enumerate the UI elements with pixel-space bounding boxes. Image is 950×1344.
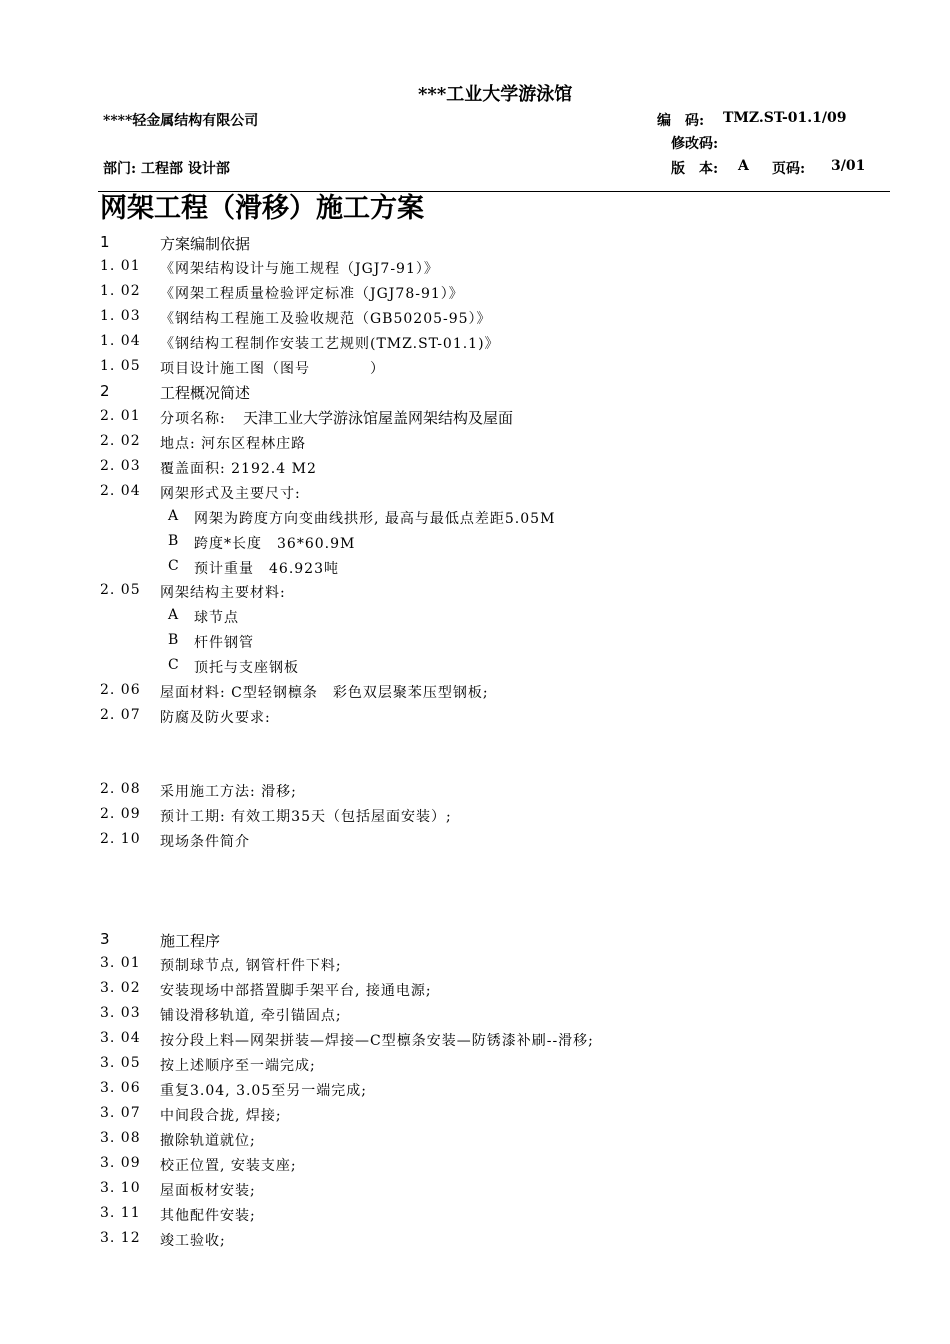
item-number: 3. 06 — [100, 1080, 141, 1096]
code-label: 编 码: — [657, 113, 705, 129]
item-number: 2. 05 — [100, 582, 141, 598]
item-number: 3. 10 — [100, 1180, 141, 1196]
item-text: 中间段合拢, 焊接; — [160, 1108, 282, 1124]
item-text: 按上述顺序至一端完成; — [160, 1058, 316, 1074]
version-label: 版 本: — [671, 161, 719, 177]
section-number: 1 — [100, 233, 110, 251]
section-title: 施工程序 — [160, 932, 221, 950]
item-number: 3. 01 — [100, 955, 141, 971]
section-title: 工程概况简述 — [160, 384, 251, 402]
revision-label: 修改码: — [671, 136, 719, 152]
sub-text: 顶托与支座钢板 — [194, 660, 299, 676]
item-number: 3. 08 — [100, 1130, 141, 1146]
item-number: 1. 01 — [100, 258, 141, 274]
section-number: 2 — [100, 382, 110, 400]
sub-text: 杆件钢管 — [194, 635, 254, 651]
item-number: 2. 01 — [100, 408, 141, 424]
page-label: 页码: — [772, 161, 806, 177]
item-text: 安装现场中部搭置脚手架平台, 接通电源; — [160, 983, 432, 999]
item-text: 地点: 河东区程林庄路 — [160, 436, 307, 452]
item-number: 2. 08 — [100, 781, 141, 797]
item-number: 1. 05 — [100, 358, 141, 374]
item-text: 现场条件简介 — [160, 834, 250, 850]
sub-letter: C — [168, 558, 180, 574]
item-number: 3. 09 — [100, 1155, 141, 1171]
sub-letter: A — [168, 508, 180, 524]
project-name: 天津工业大学游泳馆屋盖网架结构及屋面 — [243, 409, 514, 427]
section-title: 方案编制依据 — [160, 235, 251, 253]
item-text: 其他配件安装; — [160, 1208, 256, 1224]
item-text: 撤除轨道就位; — [160, 1133, 256, 1149]
sub-text: 球节点 — [194, 610, 239, 626]
item-text: 屋面板材安装; — [160, 1183, 256, 1199]
item-text: 采用施工方法: 滑移; — [160, 784, 297, 800]
sub-letter: A — [168, 607, 180, 623]
item-number: 2. 03 — [100, 458, 141, 474]
item-text: 覆盖面积: 2192.4 M2 — [160, 461, 317, 477]
item-number: 2. 02 — [100, 433, 141, 449]
sub-text: 预计重量 46.923吨 — [194, 561, 339, 577]
item-number: 3. 04 — [100, 1030, 141, 1046]
item-text: 《网架结构设计与施工规程（JGJ7-91）》 — [160, 261, 439, 277]
sub-text: 网架为跨度方向变曲线拱形, 最高与最低点差距5.05M — [194, 511, 556, 527]
sub-letter: C — [168, 657, 180, 673]
sub-letter: B — [168, 533, 180, 549]
item-number: 2. 07 — [100, 707, 141, 723]
page-number: 3/01 — [831, 158, 866, 174]
item-number: 1. 02 — [100, 283, 141, 299]
item-text: 屋面材料: C型轻钢檩条 彩色双层聚苯压型钢板; — [160, 685, 489, 701]
main-title: 网架工程（滑移）施工方案 — [100, 193, 424, 224]
item-text: 项目设计施工图（图号 ） — [160, 361, 385, 377]
item-text: 铺设滑移轨道, 牵引锚固点; — [160, 1008, 342, 1024]
item-number: 3. 03 — [100, 1005, 141, 1021]
item-number: 2. 04 — [100, 483, 141, 499]
item-text: 预制球节点, 钢管杆件下料; — [160, 958, 342, 974]
item-number: 1. 03 — [100, 308, 141, 324]
item-number: 2. 06 — [100, 682, 141, 698]
document-title: ***工业大学游泳馆 — [418, 84, 573, 105]
section-number: 3 — [100, 930, 110, 948]
item-number: 1. 04 — [100, 333, 141, 349]
item-number: 3. 05 — [100, 1055, 141, 1071]
item-text: 预计工期: 有效工期35天（包括屋面安装）; — [160, 809, 452, 825]
item-number: 2. 10 — [100, 831, 141, 847]
item-text: 网架形式及主要尺寸: — [160, 486, 301, 502]
item-number: 3. 07 — [100, 1105, 141, 1121]
item-text: 防腐及防火要求: — [160, 710, 271, 726]
item-number: 3. 02 — [100, 980, 141, 996]
company-name: ****轻金属结构有限公司 — [103, 113, 259, 129]
item-text: 《网架工程质量检验评定标准（JGJ78-91）》 — [160, 286, 464, 302]
item-text: 校正位置, 安装支座; — [160, 1158, 297, 1174]
version-value: A — [738, 158, 749, 174]
sub-text: 跨度*长度 36*60.9M — [194, 536, 356, 552]
item-text: 重复3.04, 3.05至另一端完成; — [160, 1083, 367, 1099]
item-text: 分项名称: — [160, 411, 226, 427]
item-text: 竣工验收; — [160, 1233, 226, 1249]
item-number: 3. 12 — [100, 1230, 141, 1246]
item-text: 网架结构主要材料: — [160, 585, 286, 601]
item-text: 《钢结构工程制作安装工艺规则(TMZ.ST-01.1)》 — [160, 336, 500, 352]
item-text: 《钢结构工程施工及验收规范（GB50205-95）》 — [160, 311, 492, 327]
item-number: 3. 11 — [100, 1205, 141, 1221]
code-value: TMZ.ST-01.1/09 — [723, 110, 847, 126]
item-text: 按分段上料—网架拼装—焊接—C型檩条安装—防锈漆补刷--滑移; — [160, 1033, 594, 1049]
sub-letter: B — [168, 632, 180, 648]
item-number: 2. 09 — [100, 806, 141, 822]
department: 部门: 工程部 设计部 — [103, 161, 230, 177]
